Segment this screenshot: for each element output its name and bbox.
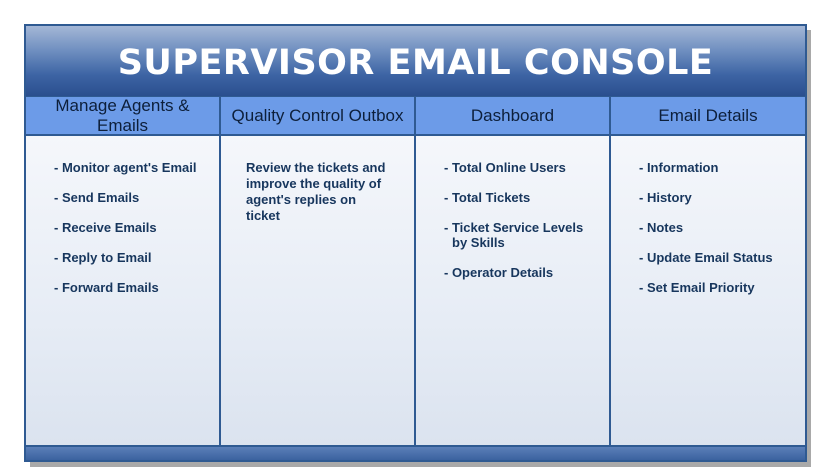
list-item: - Total Tickets [444,190,531,205]
feature-list [639,160,789,295]
list-item: - Set Email Priority [639,280,755,295]
column-quality-control [221,96,416,445]
feature-list [444,160,593,280]
column-manage-agents [26,96,221,445]
page-title: SUPERVISOR EMAIL CONSOLE [117,42,714,83]
column-body [611,136,805,445]
list-item: - History [639,190,692,205]
title-banner [26,26,805,96]
list-item: - Receive Emails [54,220,157,235]
column-header: Quality Control Outbox [221,96,414,136]
description-text: Review the tickets and improve the quality of agent's replies on ticket [246,160,386,223]
column-dashboard [416,96,611,445]
column-body [221,136,414,445]
feature-list [54,160,203,295]
column-body [26,136,219,445]
list-item: - Total Online Users [444,160,566,175]
column-header: Dashboard [416,96,609,136]
list-item: - Notes [639,220,684,235]
footer-bar [26,445,805,460]
list-item: - Information [639,160,719,175]
list-item: - Reply to Email [54,250,152,265]
column-email-details [611,96,805,445]
supervisor-console [24,24,807,462]
list-item: - Operator Details [444,265,554,280]
column-header: Email Details [611,96,805,136]
column-header: Manage Agents & Emails [26,96,219,136]
list-item: - Forward Emails [54,280,159,295]
columns [26,96,805,445]
list-item: - Ticket Service Levels by Skills [444,220,584,250]
list-item: - Monitor agent's Email [54,160,197,175]
column-body [416,136,609,445]
list-item: - Send Emails [54,190,140,205]
list-item: - Update Email Status [639,250,773,265]
